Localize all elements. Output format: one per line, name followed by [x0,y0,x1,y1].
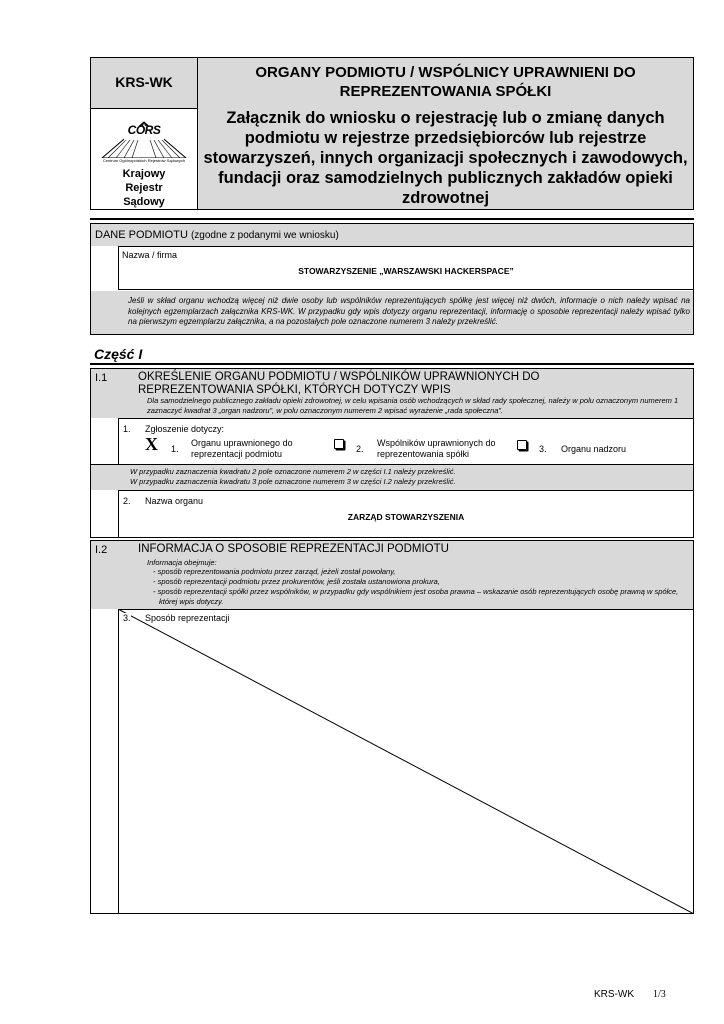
field1-label: Zgłoszenie dotyczy: [145,424,225,434]
footer-page-number: 1/3 [653,989,666,1000]
field3-cross-out-line [118,609,694,914]
separator-line [90,218,694,220]
option-3-number: 3. [539,444,547,454]
option-1-mark[interactable]: X [145,434,158,454]
dane-podmiotu-title-note: (zgodne z podanymi we wniosku) [190,230,339,241]
field2-label: Nazwa organu [145,496,204,506]
option-3-checkbox[interactable] [517,440,527,450]
dane-podmiotu-heading [95,229,339,241]
field2-number: 2. [123,496,131,506]
field3-number: 3. [123,613,131,623]
option-3-label: Organu nadzoru [561,444,627,454]
name-field-value: STOWARZYSZENIE „WARSZAWSKI HACKERSPACE” [298,266,514,276]
section-i1-number: I.1 [95,372,108,384]
section-i1-title: OKREŚLENIE ORGANU PODMIOTU / WSPÓLNIKÓW UPRAWNIONYCH DO REPREZENTOWANIA SPÓŁKI, KTÓRYCH DOTYCZY WPIS [138,371,540,396]
field2-value: ZARZĄD STOWARZYSZENIA [347,512,465,522]
option-2-number: 2. [356,444,364,454]
section-i2-number: I.2 [95,544,108,556]
cors-logo-text: CORS [127,123,161,137]
part1-underline [90,363,694,365]
section-i2-info-item-1: - sposób reprezentowania podmiotu przez zarząd, jeżeli został powołany, [153,567,396,576]
form-subtitle: Załącznik do wniosku o rejestrację lub o zmianę danych podmiotu w rejestrze przedsiębiorców lub rejestrze stowarzyszeń, innych organizacji społecznych i zawodowych, fundacji oraz samodzielnych publicznych zakładów opieki zdrowotnej [203,109,688,207]
option-note-2: W przypadku zaznaczenia kwadratu 3 pole oznaczone numerem 3 w części I.2 należy przekreślić. [130,477,456,486]
dane-podmiotu-note: Jeśli w skład organu wchodzą więcej niż dwie osoby lub wspólników reprezentujących spółkę jest więcej niż dwóch, informacje o nich należy wpisać na kolejnych egzemplarzach załącznika KRS-WK. W przypadku gdy wpis dotyczy organu reprezentacji, informację o sposobie reprezentacji należy wpisać tylko na pierwszym egzemplarzu załącznika, a na pozostałych pole oznaczone numerem 3 należy przekreślić. [128,296,690,326]
section-i2-info-heading: Informacja obejmuje: [147,558,217,567]
section-i2-title: INFORMACJA O SPOSOBIE REPREZENTACJI PODMIOTU [138,543,449,555]
part1-heading: Część I [94,346,143,362]
option-2-label: Wspólników uprawnionych do reprezentowania spółki [377,438,496,459]
cors-logo-caption: Centrum Ogólnopolskich Rejestrów Sądowych [92,158,196,163]
form-code: KRS-WK [115,74,173,90]
option-2-checkbox[interactable] [334,439,344,449]
name-field-label: Nazwa / firma [122,250,178,260]
form-title: ORGANY PODMIOTU / WSPÓLNICY UPRAWNIENI DO REPREZENTOWANIA SPÓŁKI [255,64,636,100]
dane-podmiotu-title: DANE PODMIOTU [95,229,188,241]
option-1-number: 1. [171,444,179,454]
option-note-1: W przypadku zaznaczenia kwadratu 2 pole oznaczone numerem 2 w części I.1 należy przekreślić. [130,467,456,476]
footer-form-code: KRS-WK [594,989,634,1000]
section-i1-note: Dla samodzielnego publicznego zakładu opieki zdrowotnej, w celu wpisania osób wchodzących w skład rady społecznej, należy w polu oznaczonym numerem 1 zaznaczyć kwadrat 3 „organ nadzoru”, w polu oznaczonym numerem 2 wpisać wyrażenie „rada społeczna”. [147,396,679,415]
section-i2-info-item-2: - sposób reprezentacji podmiotu przez prokurentów, jeśli została ustanowiona prokura, [153,577,440,586]
section-i2-info-item-3: - sposób reprezentacji spółki przez wspólników, w przypadku gdy wspólnikiem jest osoba prawna – wskazanie osób reprezentujących osobę prawną w spółce, której wpis dotyczy. [153,587,679,606]
registry-name: Krajowy Rejestr Sądowy [122,168,166,208]
field1-number: 1. [123,424,131,434]
field3-label: Sposób reprezentacji [145,613,230,623]
option-1-label: Organu uprawnionego do reprezentacji podmiotu [191,438,293,459]
